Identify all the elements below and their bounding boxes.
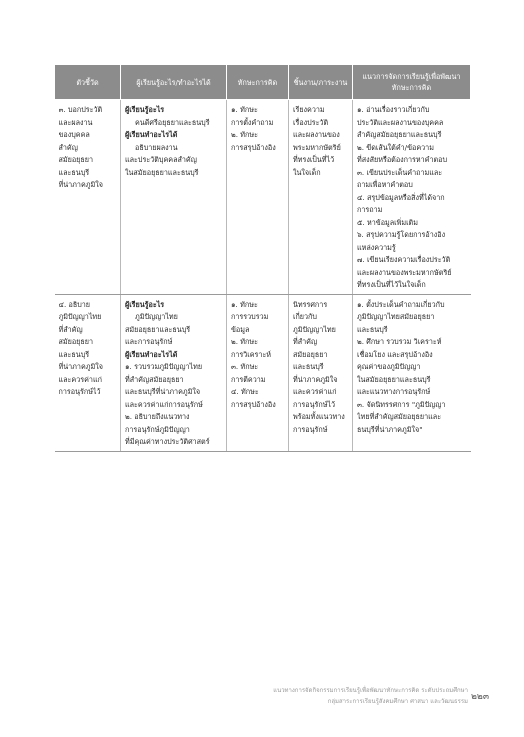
cell-line: และการอนุรักษ์	[125, 337, 173, 346]
cell-line: คุณค่าของภูมิปัญญา	[357, 362, 421, 371]
cell-line: ภูมิปัญญาไทย	[293, 324, 336, 334]
cell-line: ๑. ตั้งประเด็นคำถามเกี่ยวกับ	[357, 299, 445, 309]
cell-line: การอนุรักษ์	[293, 424, 328, 434]
cell-line: การตีความ	[231, 374, 266, 384]
cell-line: การสรุปอ้างอิง	[231, 399, 276, 409]
cell-line: การสรุปอ้างอิง	[231, 142, 276, 152]
guide-cell	[353, 294, 471, 451]
header-work: ชิ้นงาน/ภาระงาน	[289, 65, 353, 100]
work-cell	[289, 294, 353, 451]
cell-line: สมัยอยุธยา	[58, 337, 93, 346]
cell-line: และธนบุรี	[58, 349, 90, 359]
cell-line: และธนบุรี	[58, 167, 90, 177]
cell-line: แหล่งความรู้	[357, 242, 396, 252]
cell-line: สมัยอยุธยา	[293, 349, 328, 359]
cell-line: เรียงความ	[293, 105, 325, 114]
cell-line: ที่สงสัยหรือต้องการหาคำตอบ	[357, 155, 448, 164]
cell-line: ที่สำคัญ	[293, 337, 318, 346]
cell-line: อธิบายผลงาน	[135, 142, 178, 152]
cell-line: ที่น่าภาคภูมิใจ	[58, 180, 103, 189]
cell-line: ๖. สรุปความรู้โดยการอ้างอิง	[357, 230, 446, 239]
cell-line: ๓. จัดนิทรรศการ "ภูมิปัญญา	[357, 399, 446, 409]
cell-line: ๔. สรุปข้อมูลหรือสิ่งที่ได้จาก	[357, 192, 445, 202]
cell-line: ผู้เรียนทำอะไรได้	[125, 349, 178, 359]
cell-line: ประวัติและผลงานของบุคคล	[357, 117, 444, 127]
cell-line: และธนบุรี	[293, 362, 324, 371]
cell-line: ๕. หาข้อมูลเพิ่มเติม	[357, 217, 418, 227]
cell-line: เรื่องประวัติ	[293, 117, 329, 127]
cell-line: สำคัญสมัยอยุธยาและธนบุรี	[357, 130, 442, 139]
header-guide: แนวการจัดการเรียนรู้เพื่อพัฒนาทักษะการคิด	[353, 65, 471, 100]
learn-cell	[121, 294, 227, 451]
page-footer	[273, 685, 468, 707]
cell-line: ที่สำคัญสมัยอยุธยา	[125, 374, 184, 384]
cell-line: การวิเคราะห์	[231, 349, 272, 359]
cell-line: และผลงาน	[58, 117, 93, 127]
page-number: ๒๒๓	[471, 692, 490, 702]
cell-line: และประวัติบุคคลสำคัญ	[125, 155, 197, 164]
footer-subject: กลุ่มสาระการเรียนรู้สังคมศึกษา ศาสนา และวัฒนธรรม	[327, 698, 468, 705]
cell-line: ภูมิปัญญาไทยสมัยอยุธยา	[357, 312, 435, 321]
cell-line: ๓. ทักษะ	[231, 362, 259, 371]
cell-line: ในสมัยอยุธยาและธนบุรี	[125, 167, 199, 177]
cell-line: ๗. เขียนเรียงความเรื่องประวัติ	[357, 255, 451, 264]
table-row	[55, 100, 471, 295]
cell-line: ข้อมูล	[231, 324, 250, 334]
cell-line: ภูมิปัญญาไทย	[58, 312, 102, 321]
cell-line: ที่มีคุณค่าทางประวัติศาสตร์	[125, 437, 210, 446]
header-indicator: ตัวชี้วัด	[55, 65, 121, 100]
learn-cell	[121, 100, 227, 295]
cell-line: ๒. ทักษะ	[231, 130, 258, 139]
cell-line: ผู้เรียนทำอะไรได้	[125, 130, 178, 139]
cell-line: ของบุคคล	[58, 130, 90, 139]
indicator-cell	[55, 294, 121, 451]
cell-line: พร้อมทั้งแนวทาง	[293, 412, 345, 421]
skills-cell	[227, 100, 289, 295]
cell-line: คนดีศรีอยุธยาและธนบุรี	[135, 117, 210, 127]
header-learn: ผู้เรียนรู้อะไร/ทำอะไรได้	[121, 65, 227, 100]
cell-line: ไทยที่สำคัญสมัยอยุธยาและ	[357, 412, 442, 421]
cell-line: สมัยอยุธยา	[58, 155, 93, 164]
footer-book-title: แนวทางการจัดกิจกรรมการเรียนรู้เพื่อพัฒนาทักษะการคิด ระดับประถมศึกษา	[273, 687, 468, 694]
cell-line: และควรค่าแก่การอนุรักษ์	[125, 399, 203, 409]
header-skills: ทักษะการคิด	[227, 65, 289, 100]
cell-line: ที่น่าภาคภูมิใจ	[58, 362, 103, 371]
guide-cell	[353, 100, 471, 295]
cell-line: การอนุรักษ์ไว้	[293, 399, 336, 409]
cell-line: ๔. ทักษะ	[231, 387, 259, 396]
cell-line: ๒. ทักษะ	[231, 337, 258, 346]
cell-line: และผลงานของ	[293, 130, 340, 139]
indicator-cell	[55, 100, 121, 295]
cell-line: ๑. ทักษะ	[231, 105, 258, 114]
cell-line: เชื่อมโยง และสรุปอ้างอิง	[357, 349, 433, 359]
cell-line: ๑. ทักษะ	[231, 299, 258, 309]
cell-line: ธนบุรีที่น่าภาคภูมิใจ"	[357, 424, 423, 434]
table-header-row	[55, 65, 471, 100]
cell-line: การอนุรักษ์ภูมิปัญญา	[125, 424, 190, 434]
cell-line: ๑. รวบรวมภูมิปัญญาไทย	[125, 362, 203, 371]
work-cell	[289, 100, 353, 295]
cell-line: ผู้เรียนรู้อะไร	[125, 299, 165, 309]
cell-line: และแนวทางการอนุรักษ์	[357, 387, 431, 396]
cell-line: สมัยอยุธยาและธนบุรี	[125, 324, 191, 334]
cell-line: ๒. ศึกษา รวบรวม วิเคราะห์	[357, 337, 442, 346]
cell-line: ที่ทรงเป็นที่ไว้	[293, 155, 335, 164]
cell-line: สำคัญ	[58, 142, 78, 152]
cell-line: ๓. เขียนประเด็นคำถามและ	[357, 167, 443, 177]
cell-line: และควรค่าแก่	[293, 387, 337, 396]
cell-line: ๓. บอกประวัติ	[58, 105, 103, 114]
cell-line: ที่น่าภาคภูมิใจ	[293, 374, 338, 384]
cell-line: ๒. อธิบายถึงแนวทาง	[125, 412, 190, 421]
skills-cell	[227, 294, 289, 451]
cell-line: พระมหากษัตริย์	[293, 142, 341, 152]
cell-line: และธนบุรีที่น่าภาคภูมิใจ	[125, 387, 201, 396]
cell-line: ที่ทรงเป็นที่ไว้ในใจเด็ก	[357, 280, 426, 289]
curriculum-table	[54, 64, 471, 452]
cell-line: ๒. ขีดเส้นใต้คำ/ข้อความ	[357, 142, 434, 152]
cell-line: การรวบรวม	[231, 312, 269, 321]
cell-line: ที่สำคัญ	[58, 324, 83, 334]
cell-line: ในใจเด็ก	[293, 167, 321, 177]
cell-line: ถามเพื่อหาคำตอบ	[357, 180, 413, 189]
cell-line: ๑. อ่านเรื่องราวเกี่ยวกับ	[357, 105, 430, 114]
cell-line: ๔. อธิบาย	[58, 299, 91, 309]
cell-line: และธนบุรี	[357, 324, 388, 334]
cell-line: ผู้เรียนรู้อะไร	[125, 105, 165, 114]
cell-line: เกี่ยวกับ	[293, 312, 317, 321]
cell-line: ในสมัยอยุธยาและธนบุรี	[357, 374, 431, 384]
cell-line: การตั้งคำถาม	[231, 117, 274, 127]
table-row	[55, 294, 471, 451]
cell-line: การถาม	[357, 205, 383, 214]
cell-line: และผลงานของพระมหากษัตริย์	[357, 267, 452, 277]
cell-line: นิทรรศการ	[293, 299, 328, 309]
cell-line: ภูมิปัญญาไทย	[135, 312, 178, 321]
cell-line: การอนุรักษ์ไว้	[58, 387, 101, 396]
cell-line: และควรค่าแก่	[58, 374, 102, 384]
